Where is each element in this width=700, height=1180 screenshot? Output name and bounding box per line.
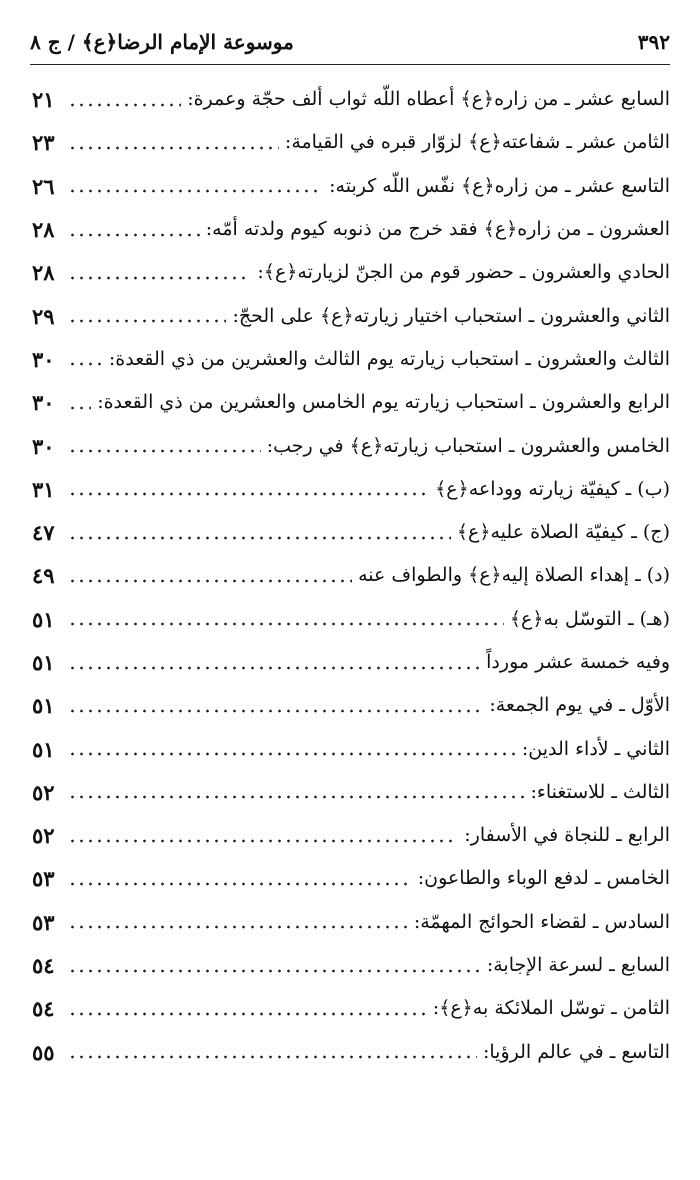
dot-leader xyxy=(68,146,279,150)
toc-entry-page: ٢١ xyxy=(32,87,55,113)
dot-leader xyxy=(68,795,525,799)
toc-entry-page: ٢٣ xyxy=(32,130,55,156)
toc-entry-page: ٤٩ xyxy=(32,563,55,589)
dot-leader xyxy=(68,925,408,929)
toc-entry-title: الرابع ـ للنجاة في الأسفار: xyxy=(464,824,670,847)
toc-entry-page: ٢٦ xyxy=(32,173,55,199)
dot-leader xyxy=(68,666,480,670)
toc-entry-page: ٢٨ xyxy=(32,260,55,286)
toc-entry-page: ٥٤ xyxy=(32,996,55,1022)
toc-entry xyxy=(32,944,670,987)
toc-entry-page: ٥٥ xyxy=(32,1039,55,1065)
dot-leader xyxy=(68,449,261,453)
dot-leader xyxy=(68,276,251,280)
toc-entry-page: ٥١ xyxy=(32,650,55,675)
toc-entry xyxy=(32,424,670,467)
toc-entry-title: (ج) ـ كيفيّة الصلاة عليه﴿ع﴾ xyxy=(456,521,670,544)
toc-entry-title: الثامن ـ توسّل الملائكة به﴿ع﴾: xyxy=(432,997,670,1020)
dot-leader xyxy=(68,103,181,107)
page-header xyxy=(30,22,670,62)
toc-entry-page: ٥٤ xyxy=(32,953,55,979)
toc-entry-title: (هـ) ـ التوسّل به﴿ع﴾ xyxy=(509,607,670,630)
toc-entry-title: الخامس ـ لدفع الوباء والطاعون: xyxy=(417,867,670,890)
dot-leader xyxy=(68,622,504,626)
toc-entry xyxy=(32,987,670,1030)
toc-entry-title: العشرون ـ من زاره﴿ع﴾ فقد خرج من ذنوبه كيوم ولدته أمّه: xyxy=(205,218,670,241)
toc-entry xyxy=(32,294,670,337)
toc-entry xyxy=(32,121,670,164)
toc-entry-title: السابع عشر ـ من زاره﴿ع﴾ أعطاه اللّه ثواب ألف حجّة وعمرة: xyxy=(187,88,670,111)
toc-entry xyxy=(32,771,670,814)
dot-leader xyxy=(68,1055,477,1059)
toc-entry xyxy=(32,727,670,770)
toc-entry-title: التاسع ـ في عالم الرؤيا: xyxy=(482,1040,670,1063)
dot-leader xyxy=(68,839,458,843)
toc-entry xyxy=(32,468,670,511)
dot-leader xyxy=(68,969,481,973)
toc-entry-title: وفيه خمسة عشر مورداً xyxy=(486,651,670,673)
toc-entry-title: الثامن عشر ـ شفاعته﴿ع﴾ لزوّار قبره في القيامة: xyxy=(284,131,670,154)
toc-entry-page: ٥١ xyxy=(32,736,55,762)
toc-entry-title: الثاني والعشرون ـ استحباب اختيار زيارته﴿ع﴾ على الحجّ: xyxy=(232,304,670,327)
toc-entry-page: ٤٧ xyxy=(32,520,55,546)
toc-entry xyxy=(32,78,670,121)
toc-entry-title: الخامس والعشرون ـ استحباب زيارته﴿ع﴾ في رجب: xyxy=(266,434,670,457)
toc-entry xyxy=(32,857,670,900)
dot-leader xyxy=(68,579,352,583)
toc-entry xyxy=(32,208,670,251)
toc-entry-page: ٥١ xyxy=(32,693,55,719)
toc-entry xyxy=(32,814,670,857)
toc-entry-page: ٥٢ xyxy=(32,823,55,849)
running-title: موسوعة الإمام الرضا﴿ع﴾ / ج ٨ xyxy=(30,30,294,54)
toc-entry-page: ٥٢ xyxy=(32,779,55,805)
toc-entry xyxy=(32,598,670,641)
toc-entry-title: السابع ـ لسرعة الإجابة: xyxy=(486,954,670,977)
toc-entry xyxy=(32,1031,670,1074)
toc-entry-title: السادس ـ لقضاء الحوائج المهمّة: xyxy=(413,910,670,933)
toc-entry-page: ٥٣ xyxy=(32,909,55,935)
toc-entry-title: (ب) ـ كيفيّة زيارته ووداعه﴿ع﴾ xyxy=(435,477,670,500)
toc-entry xyxy=(32,251,670,294)
page-number: ٣٩٢ xyxy=(637,30,670,54)
dot-leader xyxy=(68,536,451,540)
toc-entry-title: الحادي والعشرون ـ حضور قوم من الجنّ لزيارته﴿ع﴾: xyxy=(257,261,670,284)
toc-entry-page: ٢٨ xyxy=(32,217,55,243)
dot-leader xyxy=(68,492,429,496)
toc-entry xyxy=(32,511,670,554)
table-of-contents xyxy=(32,78,670,1074)
toc-entry xyxy=(32,554,670,597)
dot-leader xyxy=(68,406,91,410)
toc-entry-title: التاسع عشر ـ من زاره﴿ع﴾ نفّس اللّه كربته: xyxy=(329,174,670,197)
toc-entry-title: الثاني ـ لأداء الدين: xyxy=(521,737,670,760)
header-divider xyxy=(30,64,670,65)
toc-entry-page: ٢٩ xyxy=(32,303,55,329)
toc-entry-page: ٥١ xyxy=(32,606,55,632)
dot-leader xyxy=(68,709,483,713)
toc-entry xyxy=(32,381,670,424)
toc-entry-page: ٣٠ xyxy=(32,390,55,416)
dot-leader xyxy=(68,233,200,237)
dot-leader xyxy=(68,362,103,366)
toc-entry-page: ٣٠ xyxy=(32,346,55,372)
toc-entry xyxy=(32,338,670,381)
dot-leader xyxy=(68,1012,427,1016)
dot-leader xyxy=(68,189,323,193)
toc-entry-page: ٣٠ xyxy=(32,433,55,459)
toc-entry-page: ٣١ xyxy=(32,476,55,502)
toc-entry-title: الثالث والعشرون ـ استحباب زيارته يوم الثالث والعشرين من ذي القعدة: xyxy=(108,347,670,370)
toc-entry-title: (د) ـ إهداء الصلاة إليه﴿ع﴾ والطواف عنه xyxy=(358,564,670,587)
toc-entry xyxy=(32,165,670,208)
toc-entry xyxy=(32,684,670,727)
toc-entry xyxy=(32,641,670,684)
dot-leader xyxy=(68,752,516,756)
toc-entry-title: الرابع والعشرون ـ استحباب زيارته يوم الخامس والعشرين من ذي القعدة: xyxy=(97,391,670,414)
toc-entry-title: الأوّل ـ في يوم الجمعة: xyxy=(489,694,670,717)
toc-entry xyxy=(32,901,670,944)
dot-leader xyxy=(68,882,412,886)
toc-entry-page: ٥٣ xyxy=(32,866,55,892)
toc-entry-title: الثالث ـ للاستغناء: xyxy=(530,780,670,803)
dot-leader xyxy=(68,319,226,323)
